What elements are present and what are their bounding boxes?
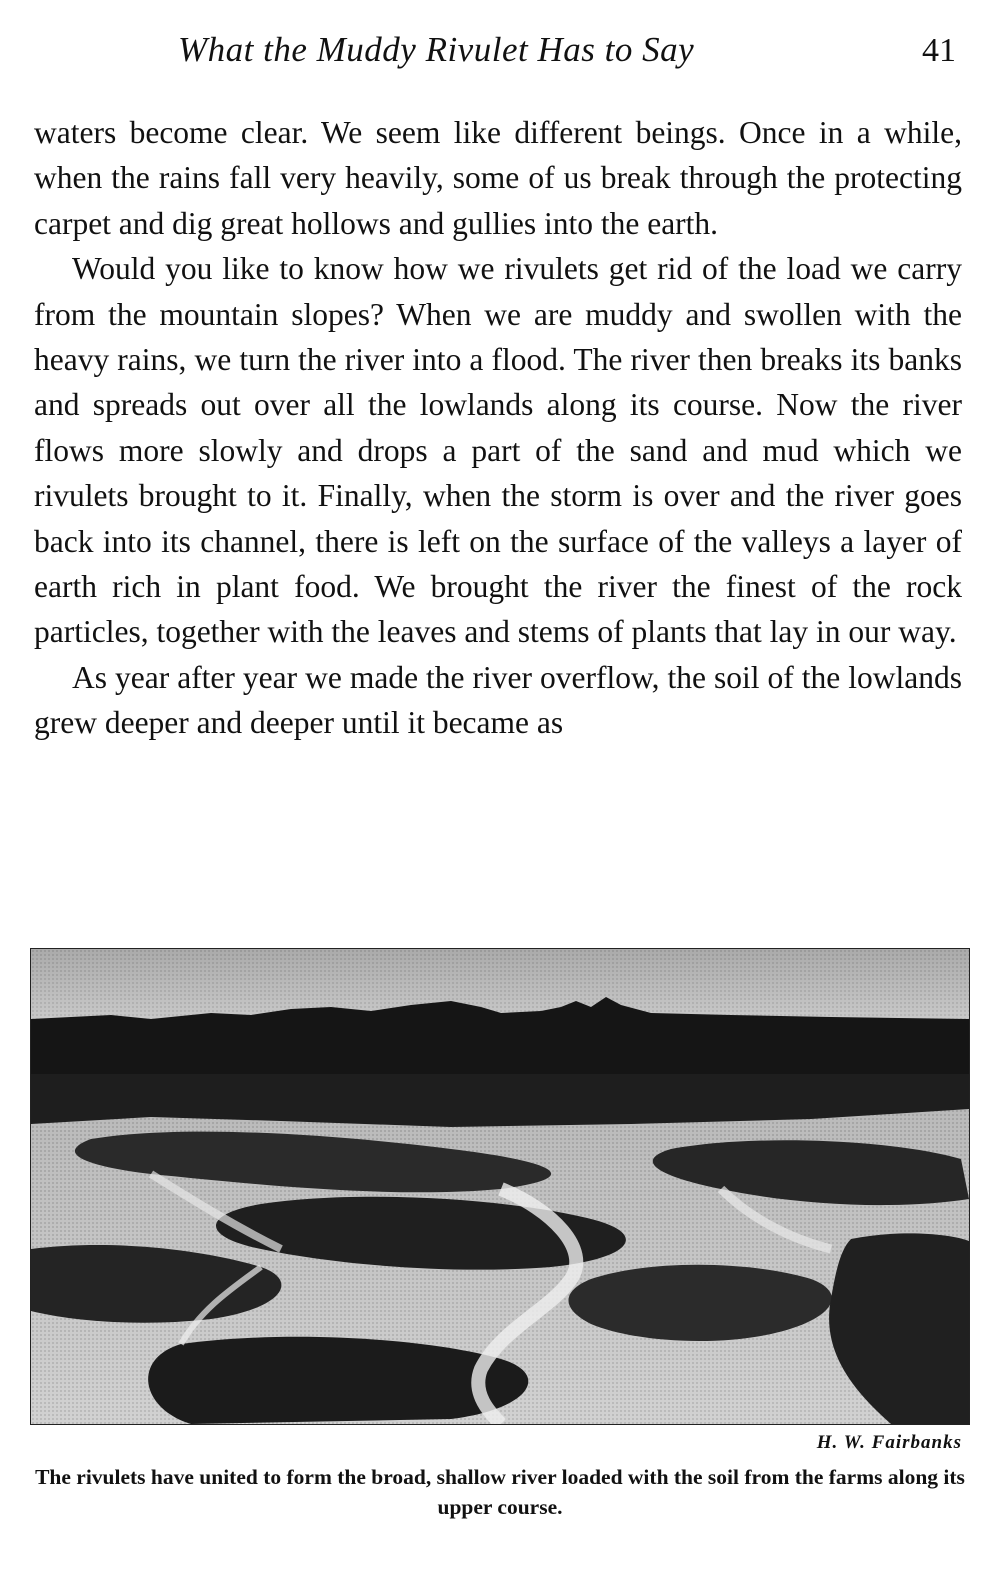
- paragraph-rivulets-load: Would you like to know how we rivulets get rid of the load we carry from the mountain slopes? When we are muddy and swollen with the heavy rains, we turn the river into a flood. The river then breaks its banks and spreads out over all the lowlands along its course. Now the river flows more slowly and drops a part of the sand and mud which we rivulets brought to it. Finally, when the storm is over and the river goes back into its channel, there is left on the surface of the valleys a layer of earth rich in plant food. We brought the river the finest of the rock particles, together with the leaves and stems of plants that lay in our way.: [34, 251, 962, 650]
- photo-credit: H. W. Fairbanks: [816, 1432, 962, 1453]
- paragraph-continued: waters become clear. We seem like different beings. Once in a while, when the rains fall very heavily, some of us break through the protecting carpet and dig great hollows and gullies into the earth.: [34, 115, 962, 241]
- page-number: 41: [922, 32, 956, 69]
- figure-caption: The rivulets have united to form the broad, shallow river loaded with the soil from the farms along its upper course.: [35, 1465, 965, 1519]
- body-text: [34, 110, 962, 746]
- river-photograph: [30, 948, 970, 1425]
- paragraph-year-after-year: As year after year we made the river overflow, the soil of the lowlands grew deeper and deeper until it became as: [34, 659, 962, 741]
- running-title: What the Muddy Rivulet Has to Say: [178, 30, 695, 69]
- running-head: [0, 30, 1000, 80]
